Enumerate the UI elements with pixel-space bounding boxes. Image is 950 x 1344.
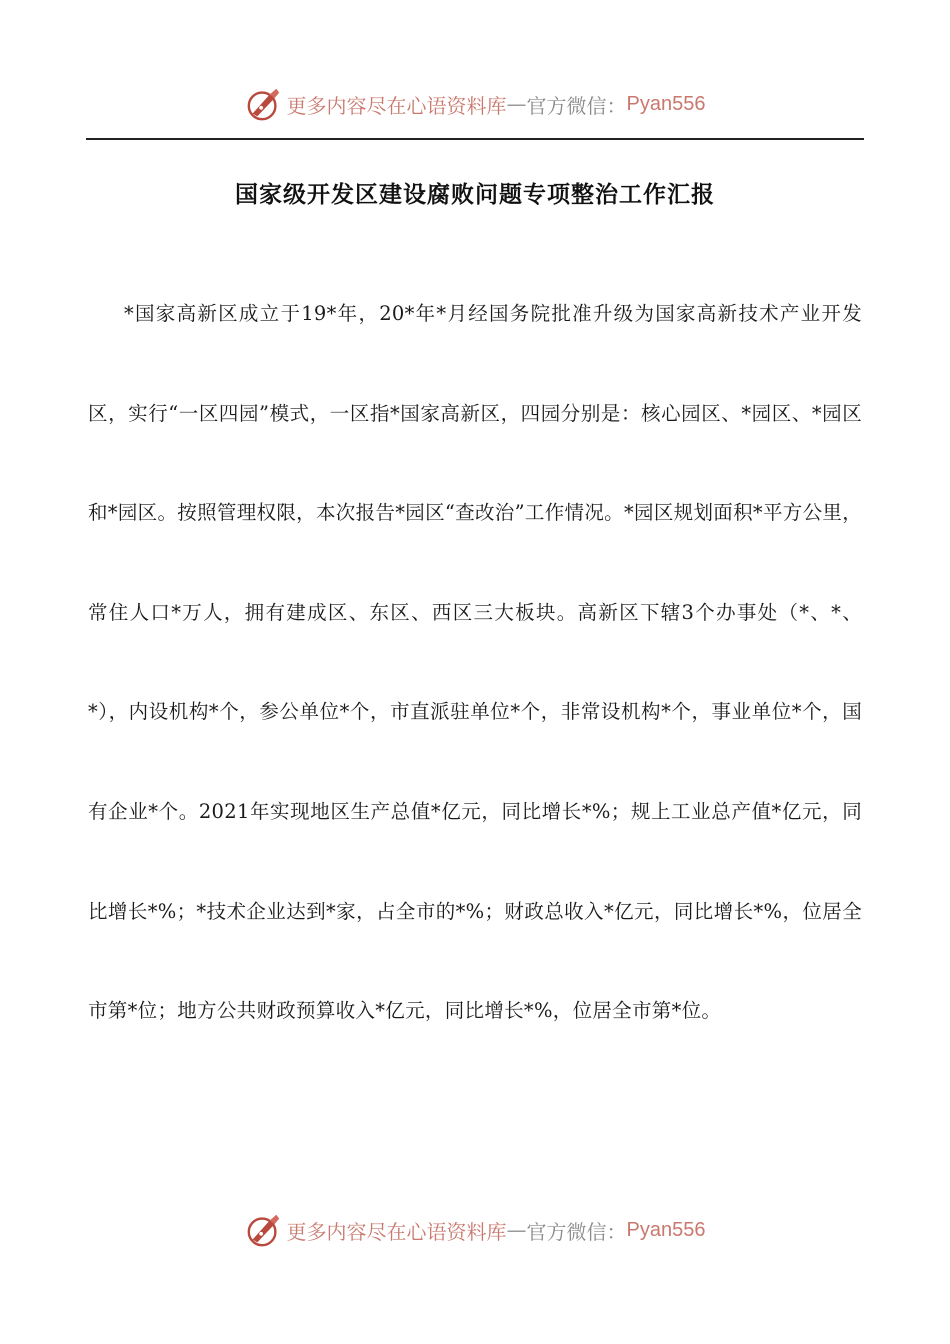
banner-separator: — (506, 92, 527, 116)
document-title: 国家级开发区建设腐败问题专项整治工作汇报 (235, 182, 715, 208)
footer-banner (0, 1210, 950, 1250)
footer-label: 官方微信： (526, 1219, 627, 1244)
pen-nib-circle-icon (245, 1211, 283, 1249)
header-divider (86, 138, 864, 140)
footer-separator: — (506, 1218, 527, 1242)
body-paragraph: *国家高新区成立于19*年，20*年*月经国务院批准升级为国家高新技术产业开发区，实行“一区四园”模式，一区指*国家高新区，四园分别是：核心园区、*园区、*园区和*园区。按照管理权限，本次报告*园区“查改治”工作情况。*园区规划面积*平方公里，常住人口*万人，拥有建成区、东区、西区三大板块。高新区下辖3个办事处（*、*、*），内设机构*个，参公单位*个，市直派驻单位*个，非常设机构*个，事业单位*个，国有企业*个。2021年实现地区生产总值*亿元，同比增长*%；规上工业总产值*亿元，同比增长*%；*技术企业达到*家，占全市的*%；财政总收入*亿元，同比增长*%，位居全市第*位；地方公共财政预算收入*亿元，同比增长*%，位居全市第*位。 (88, 302, 862, 1023)
footer-slogan: 更多内容尽在心语资料库 (286, 1219, 507, 1244)
banner-label: 官方微信： (526, 93, 627, 118)
footer-account: Pyan556 (626, 1218, 706, 1241)
banner-slogan: 更多内容尽在心语资料库 (286, 93, 507, 118)
pen-nib-circle-icon (245, 85, 283, 123)
header-banner (0, 84, 950, 124)
banner-account: Pyan556 (626, 92, 706, 115)
